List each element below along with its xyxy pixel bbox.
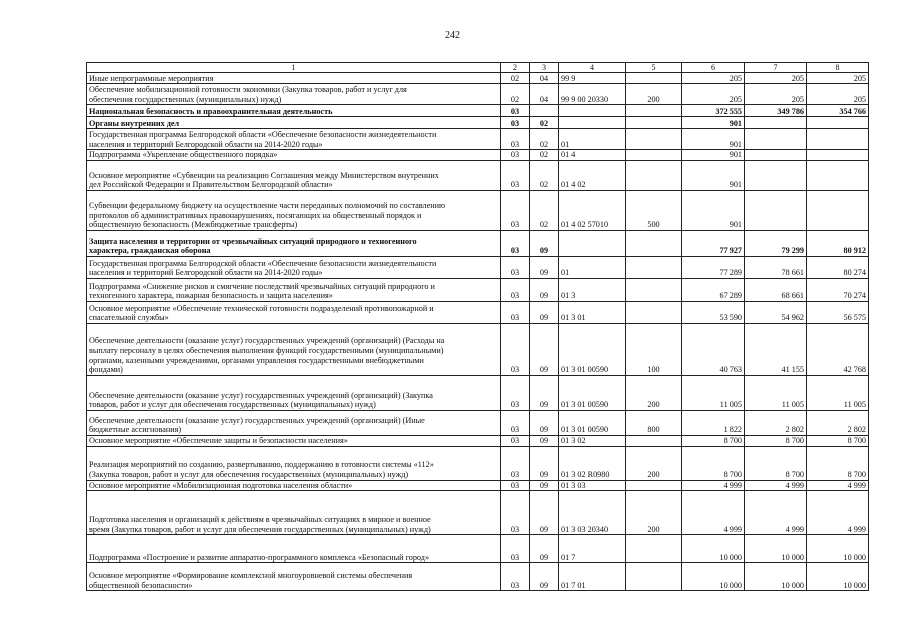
section-code: 03: [501, 191, 530, 231]
amount-col-6: 10 000: [682, 535, 745, 563]
expense-type-code: 200: [626, 446, 682, 480]
amount-col-8: 2 802: [807, 411, 869, 436]
table-row: [87, 436, 869, 447]
table-row: [87, 302, 869, 324]
section-code: 02: [501, 84, 530, 105]
subsection-code: 02: [530, 129, 559, 150]
target-article-code: 01: [559, 257, 626, 279]
expense-type-code: [626, 129, 682, 150]
table-row: [87, 446, 869, 480]
table-row: [87, 231, 869, 257]
section-code: 03: [501, 535, 530, 563]
description-line: Органы внутренних дел: [89, 118, 180, 128]
target-article-code: 01 4 02: [559, 161, 626, 191]
expense-type-code: [626, 73, 682, 84]
amount-col-7: [745, 117, 807, 129]
description-line: Основное мероприятие «Мобилизационная подготовка населения области»: [89, 480, 353, 490]
amount-col-6: 8 700: [682, 446, 745, 480]
table-row: [87, 73, 869, 84]
amount-col-6: 67 289: [682, 279, 745, 302]
row-description: [87, 129, 501, 150]
target-article-code: 01 4 02 57010: [559, 191, 626, 231]
description-line: Обеспечение деятельности (оказание услуг) государственных учреждений (организаций) (Расходы на: [89, 336, 445, 346]
description-line: Подготовка населения и организаций к действиям в чрезвычайных ситуациях в мирное и военное: [89, 515, 431, 525]
amount-col-8: 70 274: [807, 279, 869, 302]
table-row: [87, 491, 869, 535]
target-article-code: 99 9 00 20330: [559, 84, 626, 105]
amount-col-6: 10 000: [682, 563, 745, 591]
header-row: [87, 63, 869, 73]
amount-col-8: [807, 129, 869, 150]
subsection-code: 04: [530, 84, 559, 105]
col-header-6: 6: [682, 63, 745, 73]
description-line: дел Российской Федерации и Правительством Белгородской области»: [89, 180, 333, 190]
table-row: [87, 535, 869, 563]
amount-col-6: 205: [682, 73, 745, 84]
section-code: 03: [501, 411, 530, 436]
description-line: Субвенции федеральному бюджету на осуществление части переданных полномочий по составлению: [89, 201, 446, 211]
amount-col-7: 10 000: [745, 535, 807, 563]
table-row: [87, 257, 869, 279]
amount-col-6: 901: [682, 117, 745, 129]
expense-type-code: [626, 302, 682, 324]
row-description: [87, 376, 501, 411]
expense-type-code: [626, 535, 682, 563]
description-line: протоколов об административных правонарушениях, посягающих на общественный порядок и: [89, 210, 422, 220]
amount-col-6: 372 555: [682, 105, 745, 117]
amount-col-8: [807, 117, 869, 129]
section-code: 03: [501, 563, 530, 591]
amount-col-6: 4 999: [682, 480, 745, 491]
subsection-code: 09: [530, 563, 559, 591]
table-row: [87, 324, 869, 376]
expense-type-code: [626, 563, 682, 591]
description-line: Реализация мероприятий по созданию, развертыванию, поддержанию в готовности системы «112»: [89, 460, 434, 470]
description-line: спасательной службы»: [89, 313, 169, 323]
amount-col-8: 205: [807, 84, 869, 105]
description-line: общественной безопасности»: [89, 580, 193, 590]
target-article-code: 01 3 03: [559, 480, 626, 491]
description-line: Основное мероприятие «Субвенции на реализацию Соглашения между Министерством внутренних: [89, 170, 439, 180]
description-line: фондами): [89, 365, 123, 375]
row-description: [87, 117, 501, 129]
expense-type-code: [626, 279, 682, 302]
col-header-1: 1: [87, 63, 501, 73]
amount-col-8: [807, 150, 869, 161]
description-line: Государственная программа Белгородской области «Обеспечение безопасности жизнедеятельности: [89, 130, 437, 140]
amount-col-6: 1 822: [682, 411, 745, 436]
amount-col-7: 349 786: [745, 105, 807, 117]
target-article-code: 01 3: [559, 279, 626, 302]
subsection-code: 09: [530, 231, 559, 257]
amount-col-8: [807, 161, 869, 191]
row-description: [87, 436, 501, 447]
row-description: [87, 491, 501, 535]
expense-type-code: [626, 161, 682, 191]
subsection-code: 09: [530, 491, 559, 535]
section-code: 03: [501, 279, 530, 302]
amount-col-7: 8 700: [745, 446, 807, 480]
amount-col-7: 8 700: [745, 436, 807, 447]
amount-col-8: 4 999: [807, 480, 869, 491]
col-header-4: 4: [559, 63, 626, 73]
amount-col-8: 42 768: [807, 324, 869, 376]
description-line: бюджетные ассигнования): [89, 425, 182, 435]
section-code: 03: [501, 129, 530, 150]
subsection-code: 09: [530, 302, 559, 324]
description-line: характера, гражданская оборона: [89, 246, 211, 256]
table-row: [87, 129, 869, 150]
target-article-code: [559, 117, 626, 129]
expense-type-code: [626, 231, 682, 257]
amount-col-7: 41 155: [745, 324, 807, 376]
subsection-code: 09: [530, 436, 559, 447]
target-article-code: 01 3 01 00590: [559, 411, 626, 436]
col-header-2: 2: [501, 63, 530, 73]
amount-col-6: 40 763: [682, 324, 745, 376]
col-header-3: 3: [530, 63, 559, 73]
amount-col-8: 205: [807, 73, 869, 84]
expense-type-code: 100: [626, 324, 682, 376]
amount-col-8: 11 005: [807, 376, 869, 411]
target-article-code: 01: [559, 129, 626, 150]
table-row: [87, 480, 869, 491]
table-row: [87, 161, 869, 191]
subsection-code: 04: [530, 73, 559, 84]
subsection-code: 02: [530, 117, 559, 129]
target-article-code: [559, 105, 626, 117]
row-description: [87, 105, 501, 117]
amount-col-7: 2 802: [745, 411, 807, 436]
row-description: [87, 191, 501, 231]
target-article-code: 01 7 01: [559, 563, 626, 591]
amount-col-7: 11 005: [745, 376, 807, 411]
row-description: [87, 302, 501, 324]
amount-col-7: [745, 191, 807, 231]
page-number: 242: [445, 30, 460, 41]
description-line: Основное мероприятие «Формирование комплексной многоуровневой системы обеспечения: [89, 571, 413, 581]
description-line: Обеспечение деятельности (оказание услуг) государственных учреждений (организаций) (Закупка: [89, 390, 433, 400]
expense-type-code: 200: [626, 491, 682, 535]
amount-col-7: [745, 161, 807, 191]
amount-col-7: 4 999: [745, 480, 807, 491]
amount-col-8: 8 700: [807, 446, 869, 480]
description-line: товаров, работ и услуг для обеспечения государственных (муниципальных) нужд): [89, 400, 376, 410]
row-description: [87, 257, 501, 279]
target-article-code: 01 3 03 20340: [559, 491, 626, 535]
target-article-code: 01 3 02 R0980: [559, 446, 626, 480]
table-row: [87, 279, 869, 302]
description-line: Основное мероприятие «Обеспечение защиты и безопасности населения»: [89, 436, 348, 446]
row-description: [87, 446, 501, 480]
section-code: 03: [501, 150, 530, 161]
subsection-code: 09: [530, 480, 559, 491]
description-line: Подпрограмма «Построение и развитие аппаратно-программного комплекса «Безопасный город»: [89, 552, 430, 562]
expense-type-code: 800: [626, 411, 682, 436]
col-header-5: 5: [626, 63, 682, 73]
amount-col-7: 54 962: [745, 302, 807, 324]
table-row: [87, 117, 869, 129]
description-line: обеспечения государственных (муниципальных) нужд): [89, 94, 282, 104]
description-line: органами, казенными учреждениями, органами управления государственными внебюджетными: [89, 355, 424, 365]
description-line: населения и территорий Белгородской области на 2014-2020 годы»: [89, 139, 323, 149]
section-code: 03: [501, 436, 530, 447]
amount-col-8: 4 999: [807, 491, 869, 535]
description-line: населения и территорий Белгородской области на 2014-2020 годы»: [89, 268, 323, 278]
expense-type-code: [626, 257, 682, 279]
subsection-code: 09: [530, 446, 559, 480]
subsection-code: 09: [530, 411, 559, 436]
section-code: 03: [501, 376, 530, 411]
amount-col-8: 80 274: [807, 257, 869, 279]
description-line: Национальная безопасность и правоохранительная деятельность: [89, 106, 333, 116]
target-article-code: 01 3 02: [559, 436, 626, 447]
description-line: Защита населения и территории от чрезвычайных ситуаций природного и техногенного: [89, 236, 417, 246]
amount-col-6: 11 005: [682, 376, 745, 411]
section-code: 03: [501, 324, 530, 376]
expense-type-code: 200: [626, 376, 682, 411]
target-article-code: 01 3 01 00590: [559, 324, 626, 376]
amount-col-8: 10 000: [807, 563, 869, 591]
row-description: [87, 563, 501, 591]
amount-col-6: 901: [682, 129, 745, 150]
description-line: (Закупка товаров, работ и услуг для обеспечения государственных (муниципальных) нужд): [89, 470, 409, 480]
expense-type-code: 200: [626, 84, 682, 105]
description-line: Государственная программа Белгородской области «Обеспечение безопасности жизнедеятельности: [89, 258, 437, 268]
amount-col-6: 77 289: [682, 257, 745, 279]
amount-col-7: 79 299: [745, 231, 807, 257]
amount-col-6: 901: [682, 191, 745, 231]
expense-type-code: 500: [626, 191, 682, 231]
table-row: [87, 376, 869, 411]
subsection-code: 09: [530, 376, 559, 411]
section-code: 03: [501, 161, 530, 191]
description-line: время (Закупка товаров, работ и услуг для обеспечения государственных (муниципальных) нужд): [89, 524, 431, 534]
section-code: 03: [501, 105, 530, 117]
table-row: [87, 563, 869, 591]
description-line: Иные непрограммные мероприятия: [89, 73, 214, 83]
row-description: [87, 535, 501, 563]
amount-col-7: 68 661: [745, 279, 807, 302]
amount-col-7: [745, 129, 807, 150]
target-article-code: 01 3 01 00590: [559, 376, 626, 411]
amount-col-6: 205: [682, 84, 745, 105]
row-description: [87, 411, 501, 436]
target-article-code: 99 9: [559, 73, 626, 84]
amount-col-6: 77 927: [682, 231, 745, 257]
amount-col-8: 80 912: [807, 231, 869, 257]
table-row: [87, 84, 869, 105]
subsection-code: [530, 105, 559, 117]
section-code: 03: [501, 480, 530, 491]
expense-type-code: [626, 480, 682, 491]
amount-col-6: 901: [682, 150, 745, 161]
section-code: 03: [501, 117, 530, 129]
row-description: [87, 84, 501, 105]
subsection-code: 09: [530, 279, 559, 302]
budget-table: [86, 62, 869, 591]
row-description: [87, 480, 501, 491]
section-code: 03: [501, 231, 530, 257]
amount-col-8: 10 000: [807, 535, 869, 563]
subsection-code: 09: [530, 257, 559, 279]
amount-col-7: 10 000: [745, 563, 807, 591]
row-description: [87, 324, 501, 376]
target-article-code: 01 3 01: [559, 302, 626, 324]
description-line: Подпрограмма «Снижение рисков и смягчение последствий чрезвычайных ситуаций природного и: [89, 281, 435, 291]
amount-col-6: 4 999: [682, 491, 745, 535]
subsection-code: 02: [530, 161, 559, 191]
row-description: [87, 231, 501, 257]
target-article-code: 01 4: [559, 150, 626, 161]
col-header-8: 8: [807, 63, 869, 73]
amount-col-7: [745, 150, 807, 161]
amount-col-8: 56 575: [807, 302, 869, 324]
amount-col-6: 53 590: [682, 302, 745, 324]
amount-col-7: 205: [745, 73, 807, 84]
expense-type-code: [626, 117, 682, 129]
amount-col-7: 4 999: [745, 491, 807, 535]
row-description: [87, 161, 501, 191]
table-row: [87, 191, 869, 231]
table-row: [87, 105, 869, 117]
section-code: 03: [501, 491, 530, 535]
expense-type-code: [626, 150, 682, 161]
amount-col-6: 901: [682, 161, 745, 191]
amount-col-7: 205: [745, 84, 807, 105]
amount-col-8: 354 766: [807, 105, 869, 117]
row-description: [87, 73, 501, 84]
section-code: 02: [501, 73, 530, 84]
expense-type-code: [626, 105, 682, 117]
target-article-code: [559, 231, 626, 257]
amount-col-6: 8 700: [682, 436, 745, 447]
description-line: общественную безопасность (Межбюджетные трансферты): [89, 220, 298, 230]
section-code: 03: [501, 446, 530, 480]
target-article-code: 01 7: [559, 535, 626, 563]
subsection-code: 02: [530, 150, 559, 161]
description-line: Основное мероприятие «Обеспечение технической готовности подразделений противопожарной и: [89, 303, 434, 313]
row-description: [87, 150, 501, 161]
table-row: [87, 411, 869, 436]
subsection-code: 02: [530, 191, 559, 231]
subsection-code: 09: [530, 535, 559, 563]
amount-col-8: 8 700: [807, 436, 869, 447]
col-header-7: 7: [745, 63, 807, 73]
section-code: 03: [501, 257, 530, 279]
description-line: Обеспечение деятельности (оказание услуг) государственных учреждений (организаций) (Иные: [89, 415, 425, 425]
description-line: Обеспечение мобилизационной готовности экономики (Закупка товаров, работ и услуг для: [89, 85, 407, 95]
amount-col-7: 78 661: [745, 257, 807, 279]
subsection-code: 09: [530, 324, 559, 376]
table-row: [87, 150, 869, 161]
description-line: Подпрограмма «Укрепление общественного порядка»: [89, 150, 278, 160]
amount-col-8: [807, 191, 869, 231]
expense-type-code: [626, 436, 682, 447]
row-description: [87, 279, 501, 302]
description-line: техногенного характера, пожарная безопасность и защита населения»: [89, 291, 333, 301]
section-code: 03: [501, 302, 530, 324]
description-line: выплату персоналу в целях обеспечения выполнения функций государственными (муниципальными): [89, 346, 444, 356]
